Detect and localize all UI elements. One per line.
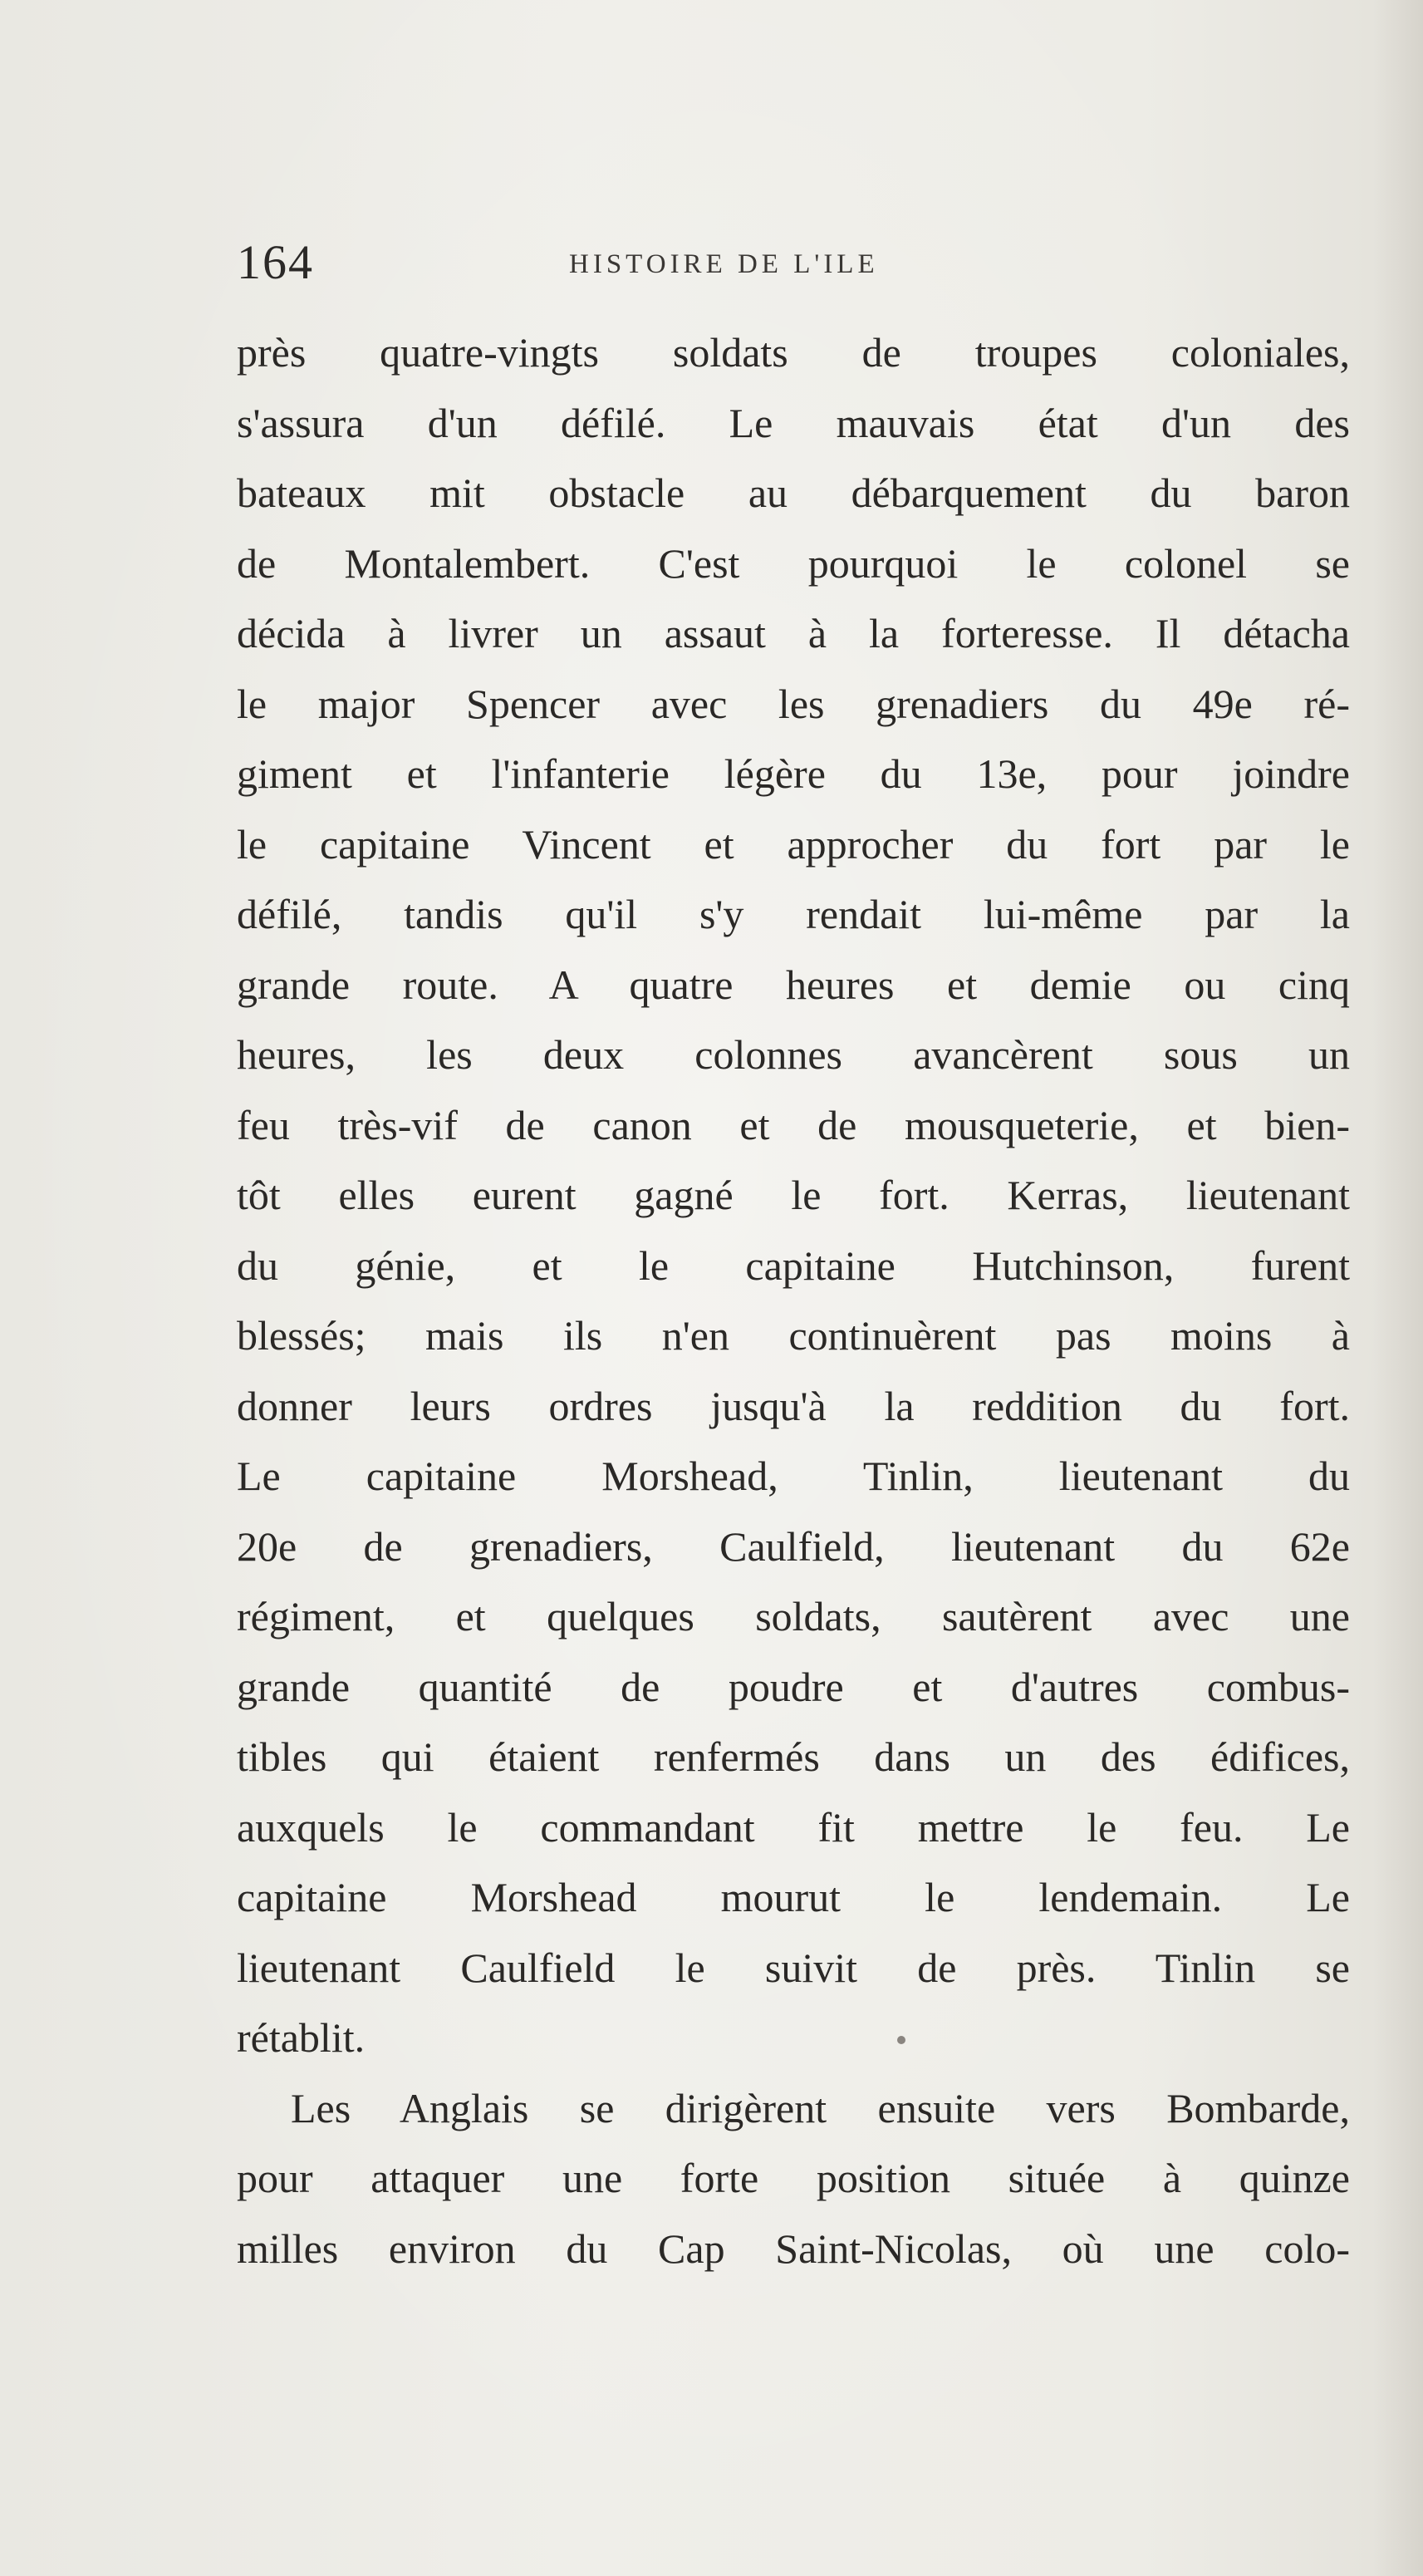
text-line: le major Spencer avec les grenadiers du 49e ré- xyxy=(237,680,1350,727)
text-line: milles environ du Cap Saint-Nicolas, où une colo- xyxy=(237,2225,1350,2272)
text-line: tôt elles eurent gagné le fort. Kerras, lieutenant xyxy=(237,1172,1350,1218)
running-title: HISTOIRE DE L'ILE xyxy=(569,249,879,279)
page-header xyxy=(237,234,1350,301)
text-line: donner leurs ordres jusqu'à la reddition du fort. xyxy=(237,1382,1350,1429)
text-line: 20e de grenadiers, Caulfield, lieutenant du 62e xyxy=(237,1522,1350,1570)
text-line: tibles qui étaient renfermés dans un des édifices, xyxy=(237,1733,1350,1780)
text-line: auxquels le commandant fit mettre le feu. Le xyxy=(237,1803,1350,1851)
text-line: capitaine Morshead mourut le lendemain. Le xyxy=(237,1874,1350,1920)
text-line: blessés; mais ils n'en continuèrent pas moins à xyxy=(237,1312,1350,1359)
paragraph-end-line: rétablit. xyxy=(237,2014,366,2061)
paragraph-start-line: Les Anglais se dirigèrent ensuite vers Bombarde, xyxy=(291,2084,1350,2131)
text-line: grande route. A quatre heures et demie ou cinq xyxy=(237,961,1350,1008)
text-line: le capitaine Vincent et approcher du fort par le xyxy=(237,820,1350,868)
text-line: près quatre-vingts soldats de troupes coloniales, xyxy=(237,329,1350,376)
text-line: régiment, et quelques soldats, sautèrent avec une xyxy=(237,1593,1350,1639)
text-line: bateaux mit obstacle au débarquement du baron xyxy=(237,469,1350,516)
ink-spot xyxy=(897,2036,905,2044)
text-line: lieutenant Caulfield le suivit de près. Tinlin se xyxy=(237,1944,1350,1991)
text-line: du génie, et le capitaine Hutchinson, furent xyxy=(237,1241,1350,1289)
page-edge-shadow xyxy=(1373,0,1423,2576)
text-line: Le capitaine Morshead, Tinlin, lieutenant du xyxy=(237,1453,1350,1499)
text-line: heures, les deux colonnes avancèrent sous un xyxy=(237,1031,1350,1078)
page-number: 164 xyxy=(237,235,314,289)
body-text xyxy=(237,317,1350,2283)
text-line: feu très-vif de canon et de mousqueterie, et bien- xyxy=(237,1101,1350,1148)
text-line: décida à livrer un assaut à la forteresse. Il détacha xyxy=(237,610,1350,656)
text-line: grande quantité de poudre et d'autres combus- xyxy=(237,1663,1350,1710)
text-line: de Montalembert. C'est pourquoi le colonel se xyxy=(237,539,1350,587)
text-line: giment et l'infanterie légère du 13e, pour joindre xyxy=(237,750,1350,797)
text-line: pour attaquer une forte position située à quinze xyxy=(237,2155,1350,2201)
text-line: défilé, tandis qu'il s'y rendait lui-même par la xyxy=(237,891,1350,937)
text-line: s'assura d'un défilé. Le mauvais état d'un des xyxy=(237,399,1350,446)
